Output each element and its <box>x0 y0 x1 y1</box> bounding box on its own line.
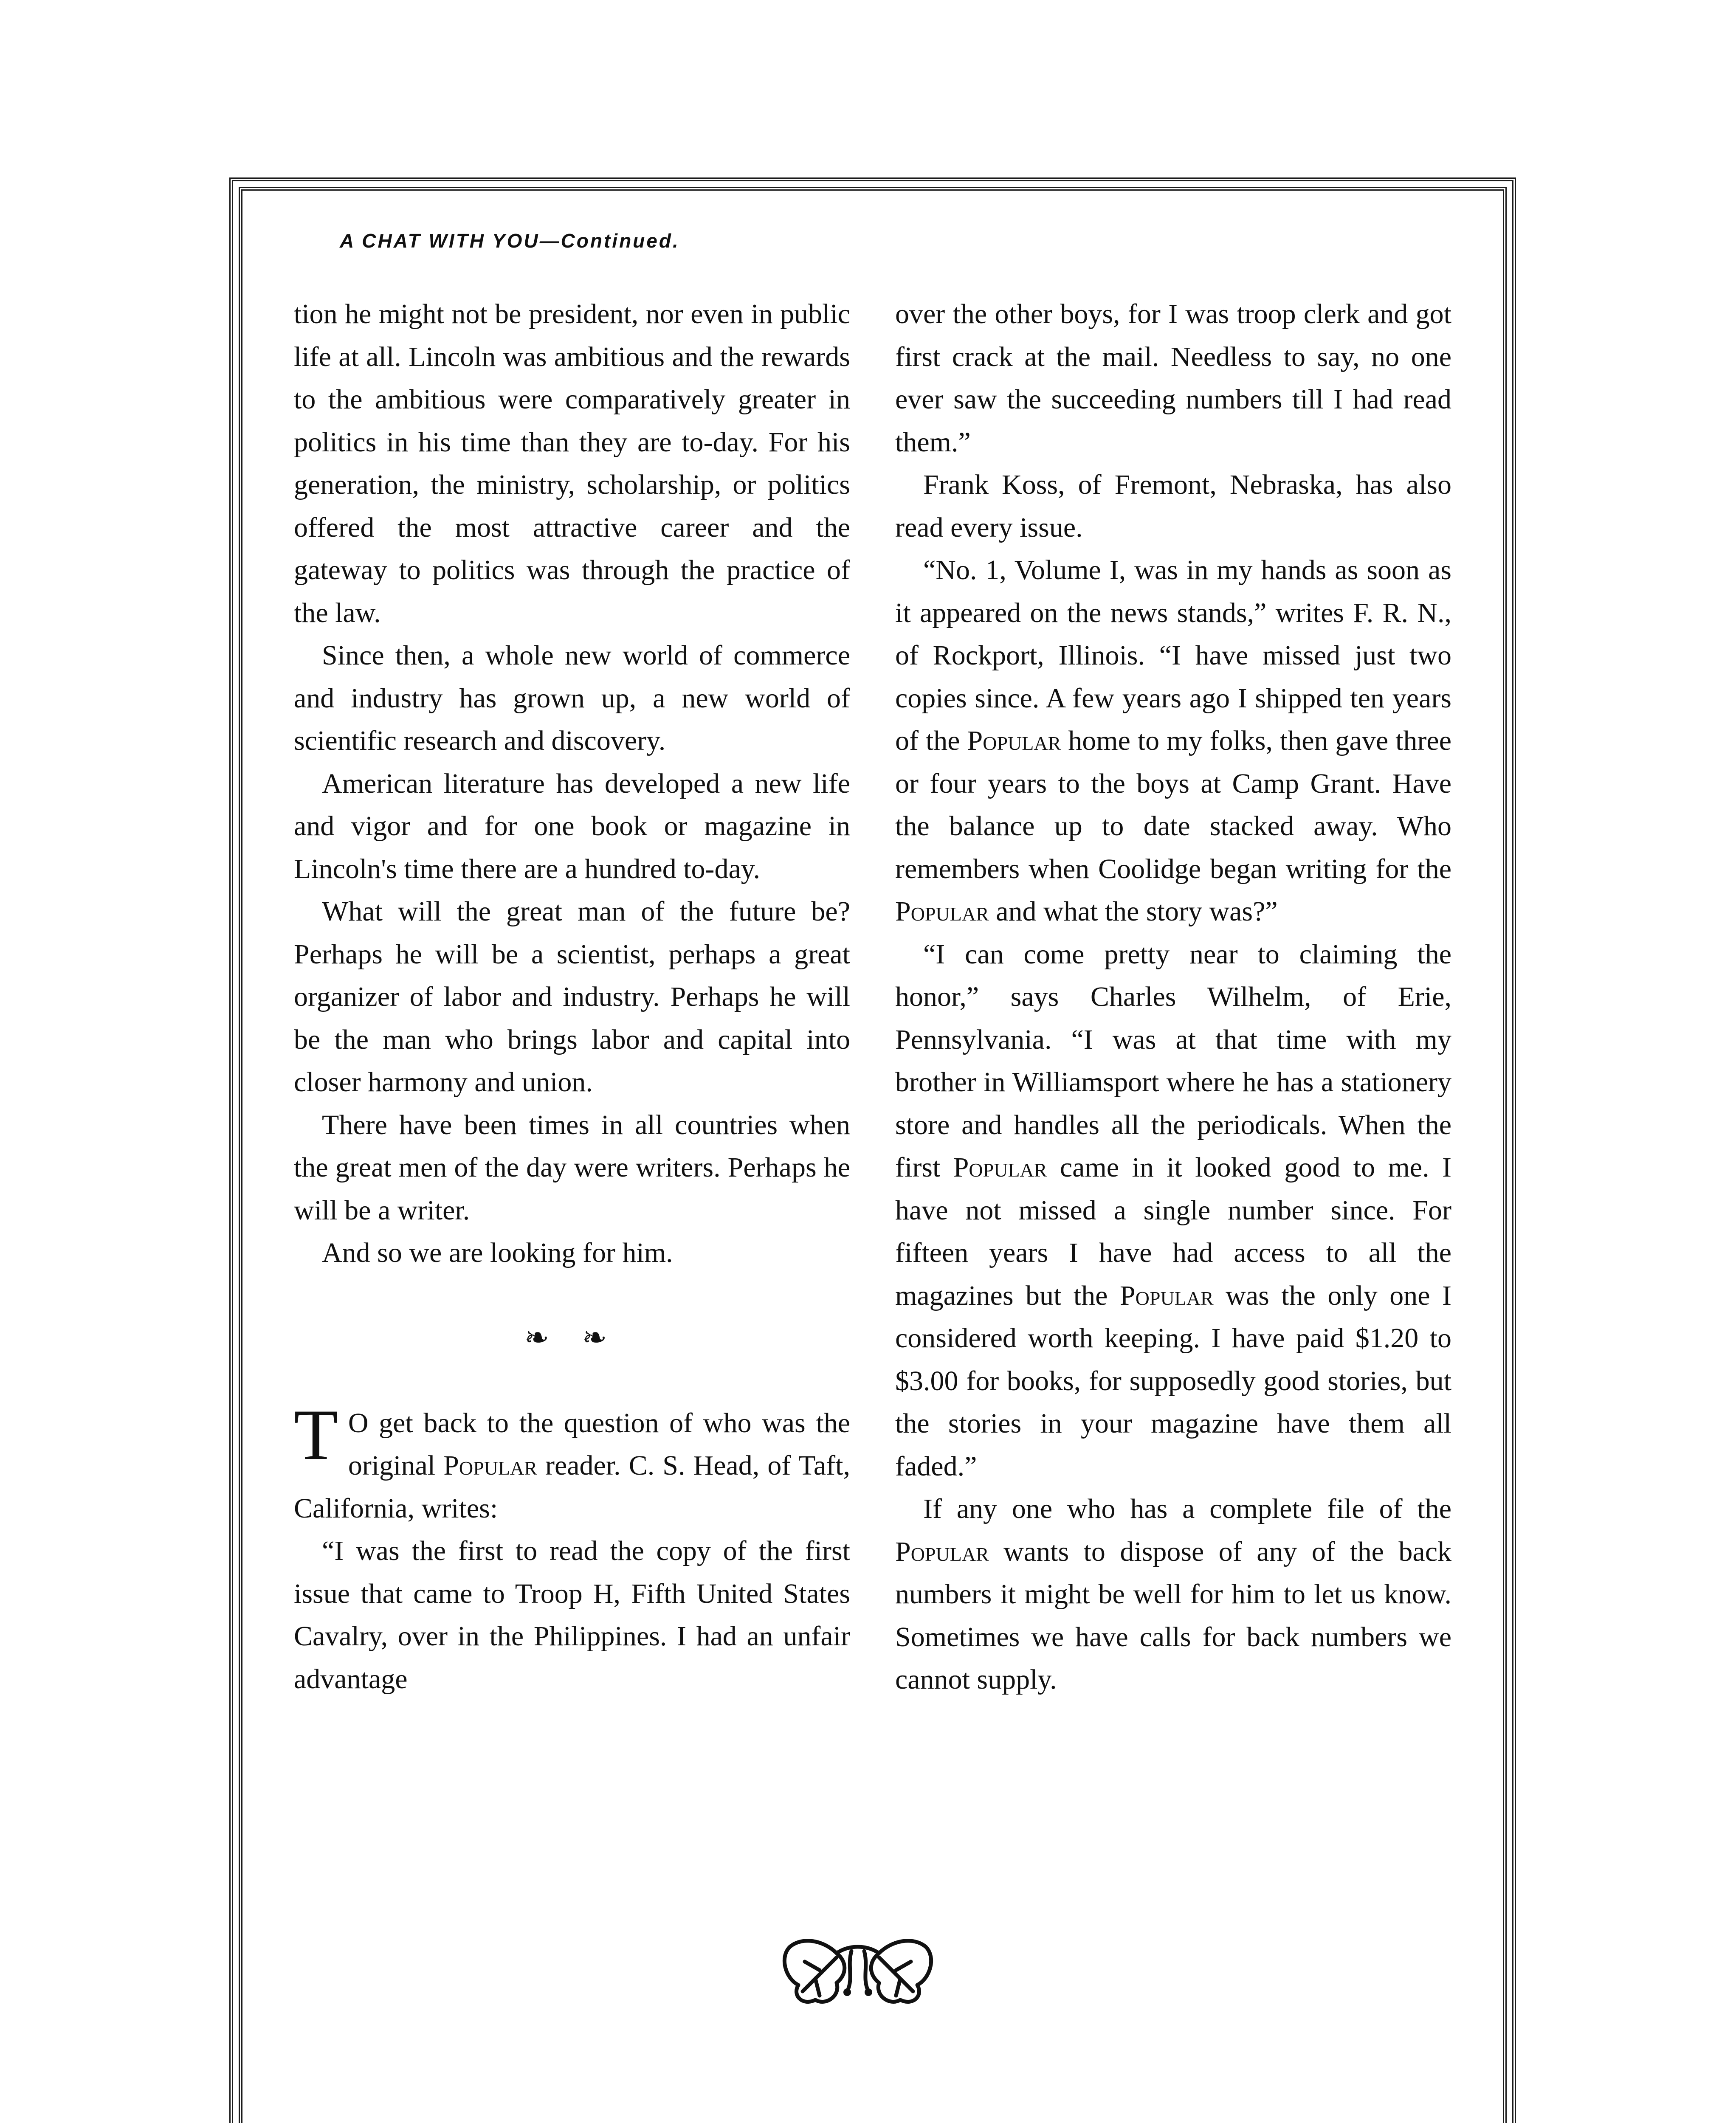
leaf-tailpiece-ornament <box>773 1928 943 2013</box>
paragraph <box>895 933 1451 1488</box>
magazine-name: Popular <box>1119 1280 1214 1311</box>
paragraph: What will the great man of the future be? Perhaps he will be a scientist, perhaps a great organizer of labor and industry. Perhaps he will be the man who brings labor and capital into closer harmony and union. <box>294 896 850 1098</box>
paragraph: Frank Koss, of Fremont, Nebraska, has also read every issue. <box>895 469 1451 543</box>
magazine-name: Popular <box>895 896 989 927</box>
text-run: was the only one I considered worth keeping. I have paid $1.20 to $3.00 for books, for supposedly good stories, but the stories in your magazine have them all faded.” <box>895 1280 1451 1482</box>
left-column <box>294 293 850 1701</box>
text-run: and what the story was?” <box>989 896 1278 927</box>
text-run: home to my folks, then gave three or four years to the boys at Camp Grant. Have the balance up to date stacked away. Who remembers when Coolidge began writing for the <box>895 725 1451 884</box>
text-run: If any one who has a complete file of the <box>923 1493 1451 1524</box>
paragraph: And so we are looking for him. <box>322 1237 673 1268</box>
text-run: wants to dispose of any of the back numbers it might be well for him to let us know. Sometimes we have calls for back numbers we cannot supply. <box>895 1536 1451 1695</box>
paragraph-with-dropcap <box>294 1394 850 1530</box>
drop-cap: T <box>294 1394 338 1475</box>
paragraph <box>895 1488 1451 1701</box>
text-run: came in it looked good to me. I have not missed a single number since. For fifteen years I have had access to all the magazines but the <box>895 1152 1451 1311</box>
magazine-name: Popular <box>953 1152 1047 1183</box>
paragraph: “I was the first to read the copy of the first issue that came to Troop H, Fifth United States Cavalry, over in the Philippines. I had an unfair advantage <box>294 1535 850 1695</box>
paragraph: tion he might not be president, nor even in public life at all. Lincoln was ambitious and the rewards to the ambitious were comparatively greater in politics in his time than they are to-day. For his generation, the ministry, scholarship, or politics offered the most attractive career and the gateway to politics was through the practice of the law. <box>294 298 850 628</box>
paragraph <box>895 549 1451 933</box>
paragraph: There have been times in all countries when the great men of the day were writers. Perhaps he will be a writer. <box>294 1109 850 1226</box>
running-head: A CHAT WITH YOU—Continued. <box>340 230 680 252</box>
text-run: “No. 1, Volume I, was in my hands as soon as it appeared on the news stands,” writes F. R. N., of Rockport, Illinois. “I have missed just two copies since. A few years ago I shipped ten years of the <box>895 555 1451 756</box>
paragraph: Since then, a whole new world of commerce and industry has grown up, a new world of scientific research and discovery. <box>294 640 850 756</box>
paragraph: American literature has developed a new life and vigor and for one book or magazine in Lincoln's time there are a hundred to-day. <box>294 768 850 884</box>
right-column <box>895 293 1451 1701</box>
magazine-name: Popular <box>443 1450 537 1481</box>
text-run: “I can come pretty near to claiming the honor,” says Charles Wilhelm, of Erie, Pennsylvania. “I was at that time with my brother in Williamsport where he has a stationery store and handles all the periodicals. When the first <box>895 938 1451 1183</box>
text-run: O get back to the question of who was the original <box>348 1407 850 1481</box>
magazine-name: Popular <box>895 1536 989 1567</box>
section-break-ornament: ❧ ❧ <box>524 1321 620 1354</box>
paragraph: over the other boys, for I was troop clerk and got first crack at the mail. Needless to say, no one ever saw the succeeding numbers till I had read them.” <box>895 298 1451 458</box>
text-run: reader. C. S. Head, of Taft, California, writes: <box>294 1450 850 1524</box>
magazine-name: Popular <box>967 725 1061 756</box>
